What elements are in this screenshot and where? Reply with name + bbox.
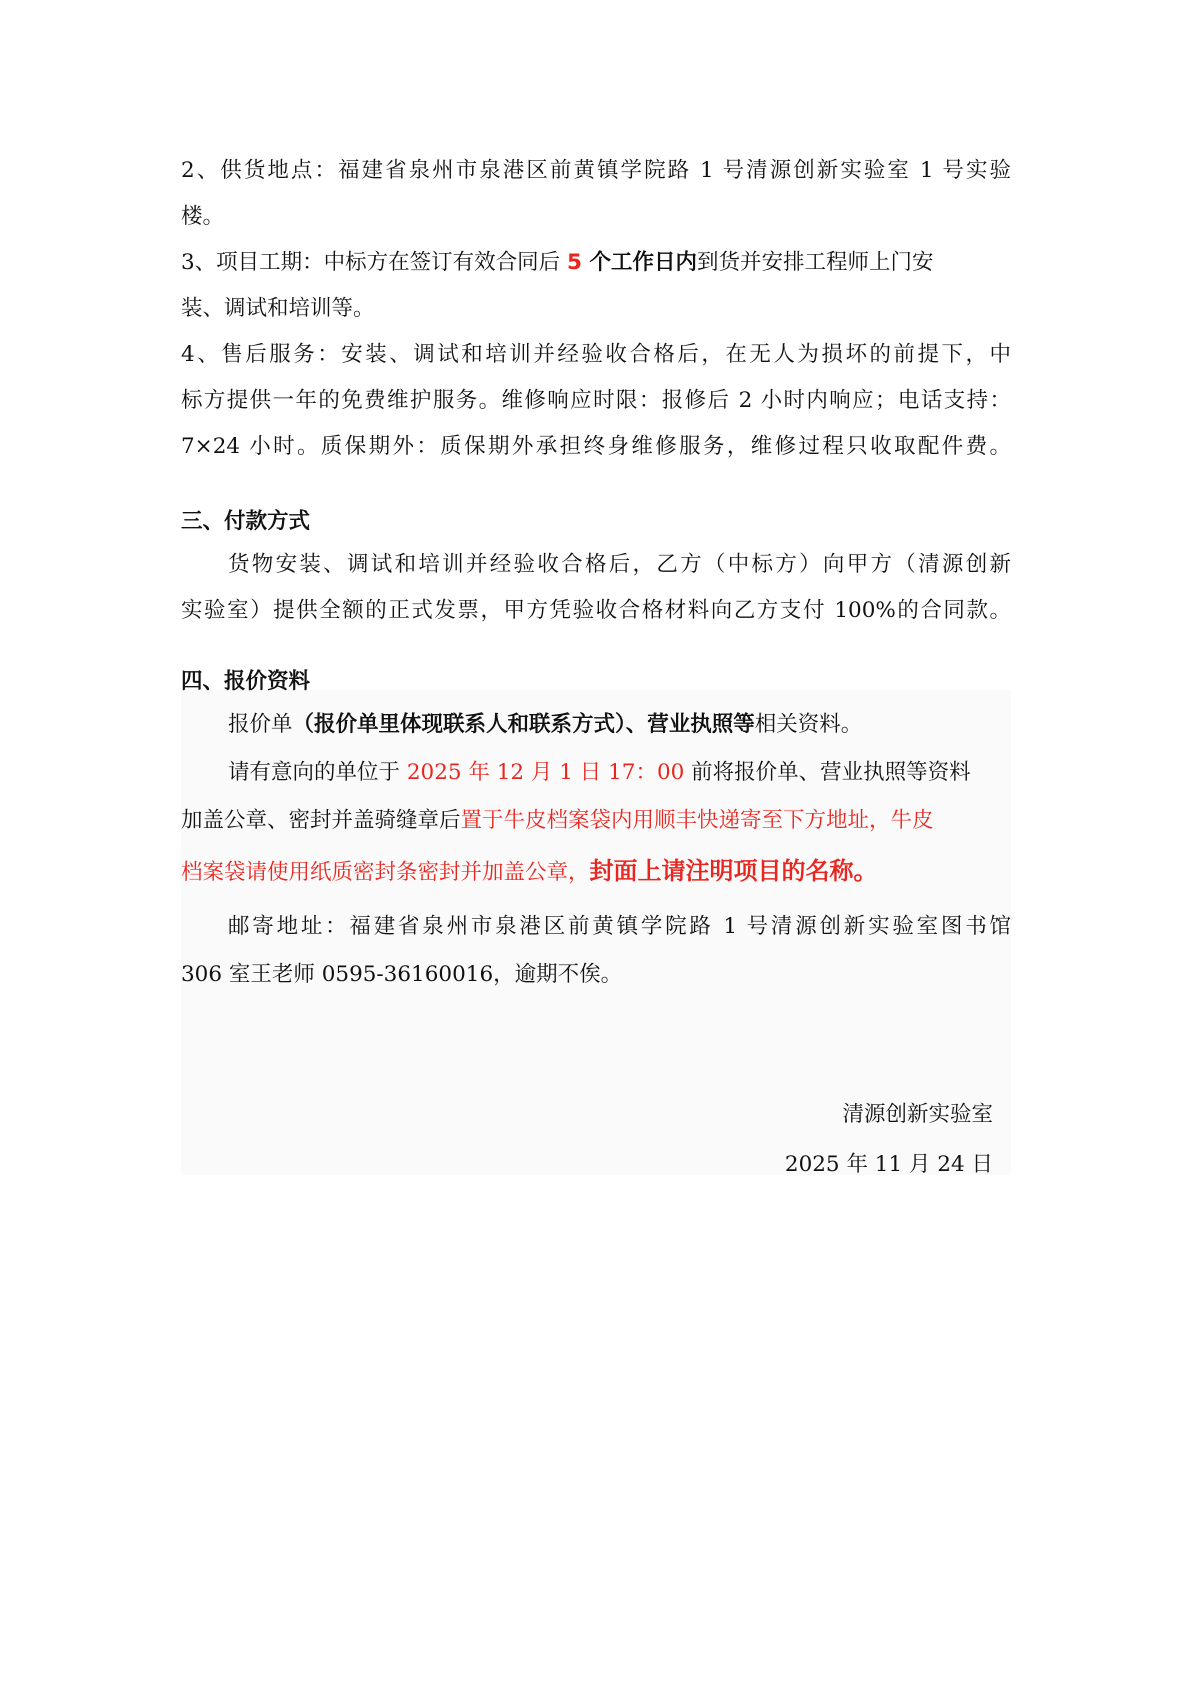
schedule-line-1 — [181, 248, 1011, 278]
quote-p4-emphasis: 封面上请注明项目的名称。 — [589, 857, 878, 885]
signature-org: 清源创新实验室 — [842, 1102, 993, 1127]
after-sales-line-2: 标方提供一年的免费维护服务。维修响应时限：报修后 2 小时内响应；电话支持： — [181, 388, 1011, 413]
payment-heading: 三、付款方式 — [181, 509, 311, 534]
quote-heading: 四、报价资料 — [181, 669, 311, 694]
payment-line-1: 货物安装、调试和培训并经验收合格后，乙方（中标方）向甲方（清源创新 — [228, 552, 1011, 577]
quote-paragraph-3 — [181, 806, 1011, 836]
quote-p1-tail: 相关资料。 — [754, 712, 863, 737]
schedule-days-number: 5 — [567, 250, 582, 275]
payment-line-2: 实验室）提供全额的正式发票，甲方凭验收合格材料向乙方支付 100%的合同款。 — [181, 598, 1011, 623]
quote-paragraph-2 — [228, 758, 1011, 788]
quote-paragraph-4 — [181, 856, 1011, 888]
schedule-line-2: 装、调试和培训等。 — [181, 296, 375, 321]
quote-deadline: 2025 年 12 月 1 日 17：00 — [406, 760, 685, 785]
quote-paragraph-1 — [228, 710, 1011, 740]
schedule-suffix: 到货并安排工程师上门安 — [696, 250, 934, 275]
delivery-line-1: 2、供货地点：福建省泉州市泉港区前黄镇学院路 1 号清源创新实验室 1 号实验 — [181, 158, 1011, 183]
schedule-days-text: 个工作日内 — [581, 250, 697, 275]
quote-p2-tail: 前将报价单、营业执照等资料 — [684, 760, 971, 785]
quote-p1-bold: （报价单里体现联系人和联系方式）、营业执照等 — [292, 712, 755, 737]
quote-p3-lead: 加盖公章、密封并盖骑缝章后 — [181, 808, 461, 833]
after-sales-line-1: 4、售后服务：安装、调试和培训并经验收合格后，在无人为损坏的前提下，中 — [181, 342, 1011, 367]
schedule-prefix: 3、项目工期：中标方在签订有效合同后 — [181, 250, 568, 275]
mailing-address-line-2: 306 室王老师 0595-36160016，逾期不俟。 — [181, 962, 623, 987]
signature-date: 2025 年 11 月 24 日 — [784, 1152, 993, 1177]
quote-p1-lead: 报价单 — [228, 712, 293, 737]
quote-p2-lead: 请有意向的单位于 — [228, 760, 407, 785]
quote-p3-red: 置于牛皮档案袋内用顺丰快递寄至下方地址，牛皮 — [460, 808, 934, 833]
mailing-address-line-1: 邮寄地址：福建省泉州市泉港区前黄镇学院路 1 号清源创新实验室图书馆 — [228, 914, 1011, 939]
after-sales-line-3: 7×24 小时。质保期外：质保期外承担终身维修服务，维修过程只收取配件费。 — [181, 434, 1011, 459]
delivery-line-2: 楼。 — [181, 204, 225, 229]
quote-p4-red: 档案袋请使用纸质密封条密封并加盖公章， — [181, 860, 590, 885]
